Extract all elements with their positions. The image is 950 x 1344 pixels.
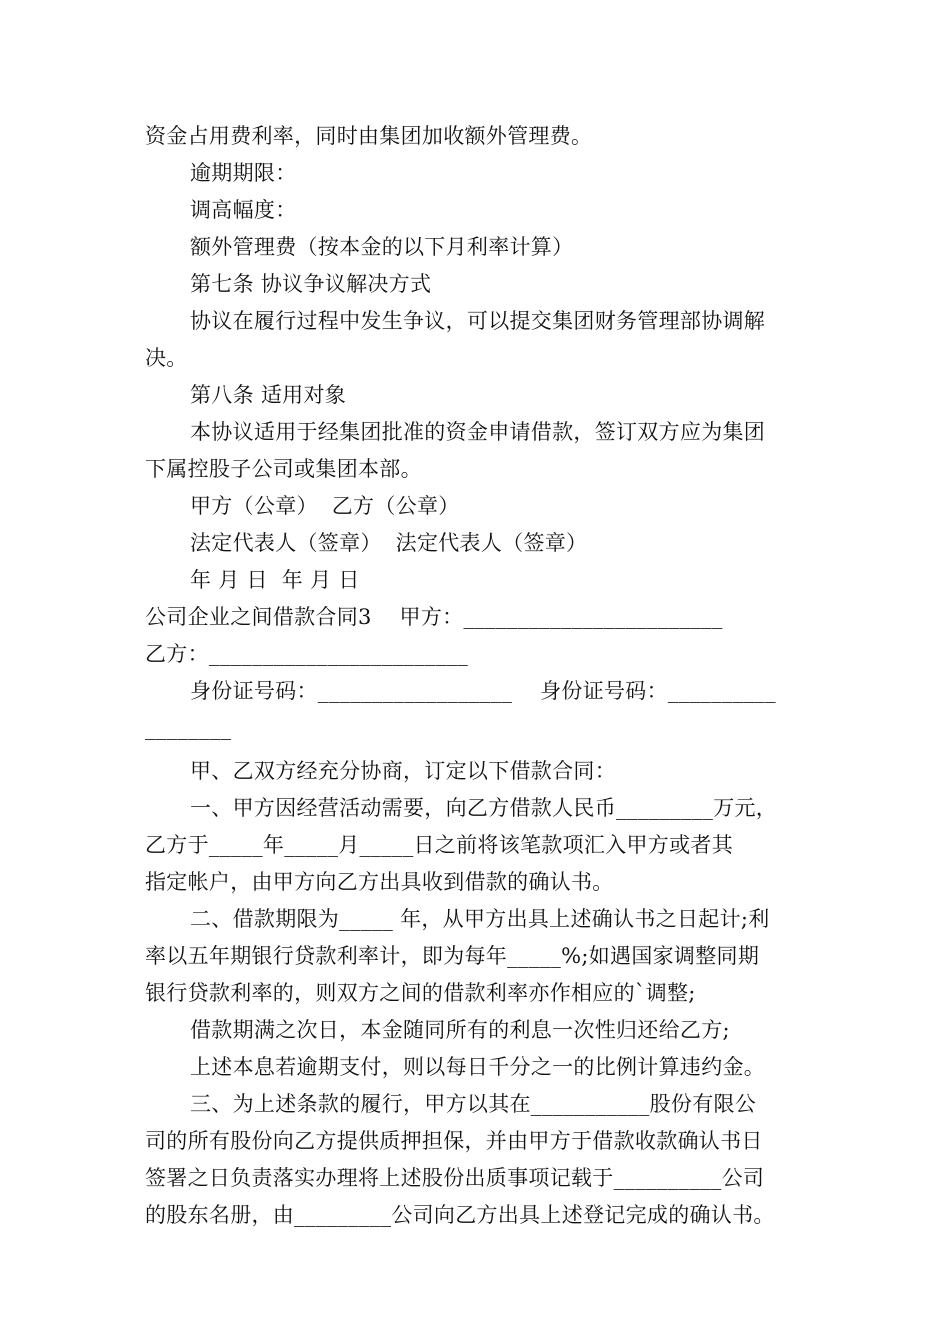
text-line: 逾期期限： [190,161,297,185]
text-line: 甲、乙双方经充分协商，订定以下借款合同： [190,759,616,783]
clause-line: 的股东名册，由_________公司向乙方出具上述登记完成的确认书。 [145,1203,775,1227]
section-heading: 第七条 协议争议解决方式 [190,272,432,296]
clause-line: 率以五年期银行贷款利率计，即为每年_____%;如遇国家调整同期 [145,944,760,968]
document-body [145,118,810,1234]
clause-line: 银行贷款利率的，则双方之间的借款利率亦作相应的`调整; [145,981,696,1005]
id-number-line-cont: ________ [145,716,232,740]
text-line: 协议在履行过程中发生争议，可以提交集团财务管理部协调解 [190,309,766,333]
clause-line: 司的所有股份向乙方提供质押担保，并由甲方于借款收款确认书日 [145,1129,763,1153]
text-line: 额外管理费（按本金的以下月利率计算） [190,235,574,259]
clause-line: 一、甲方因经营活动需要，向乙方借款人民币_________万元， [190,796,778,820]
clause-line: 二、借款期限为_____ 年，从甲方出具上述确认书之日起计;利 [190,907,770,931]
text-line: 下属控股子公司或集团本部。 [145,457,422,481]
clause-line: 借款期满之次日，本金随同所有的利息一次性归还给乙方; [190,1018,730,1042]
text-line: 决。 [145,346,188,370]
clause-line: 三、为上述条款的履行，甲方以其在___________股份有限公 [190,1092,757,1116]
text-line: 本协议适用于经集团批准的资金申请借款，签订双方应为集团 [190,420,766,444]
id-number-line: 身份证号码：__________________ 身份证号码：__________ [190,679,776,703]
clause-line: 上述本息若逾期支付，则以每日千分之一的比例计算违约金。 [190,1055,766,1079]
contract-title-line: 公司企业之间借款合同3 甲方：________________________ [145,605,723,629]
text-line: 资金占用费利率，同时由集团加收额外管理费。 [145,124,593,148]
section-heading: 第八条 适用对象 [190,383,347,407]
clause-line: 签署之日负责落实办理将上述股份出质事项记载于__________公司 [145,1166,765,1190]
text-line: 调高幅度： [190,198,297,222]
date-line: 年 月 日 年 月 日 [190,568,360,592]
party-line: 乙方：________________________ [145,642,469,666]
signature-line: 法定代表人（签章） 法定代表人（签章） [190,531,588,555]
signature-line: 甲方（公章） 乙方（公章） [190,494,460,518]
clause-line: 指定帐户，由甲方向乙方出具收到借款的确认书。 [145,870,614,894]
clause-line: 乙方于_____年_____月_____日之前将该笔款项汇入甲方或者其 [145,833,733,857]
